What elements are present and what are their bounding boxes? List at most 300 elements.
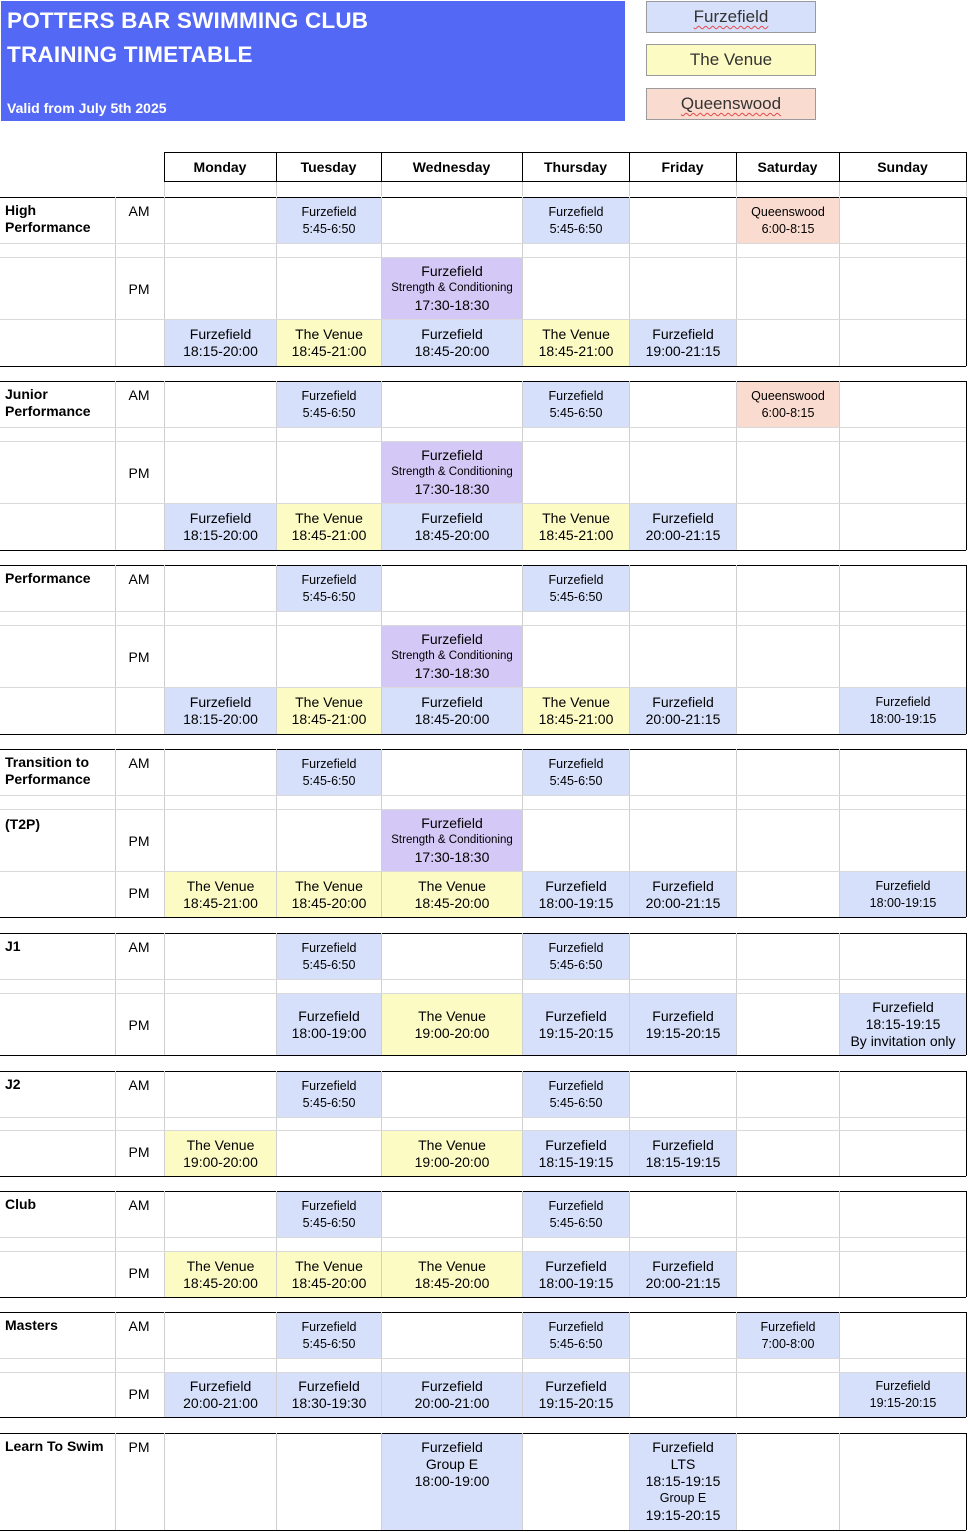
session-line: LTS — [670, 1456, 696, 1472]
session-cell — [165, 872, 276, 917]
valid-from: Valid from July 5th 2025 — [7, 100, 167, 116]
session-cell — [382, 504, 522, 550]
session-cell — [277, 872, 381, 917]
session-line: The Venue — [418, 1007, 486, 1024]
session-line: The Venue — [295, 1257, 363, 1274]
session-cell — [277, 504, 381, 550]
session-cell — [277, 566, 381, 611]
group-top-border — [0, 933, 966, 934]
session-cell — [523, 1313, 629, 1358]
group-right-border — [966, 381, 967, 550]
club-name: POTTERS BAR SWIMMING CLUB — [7, 8, 369, 33]
day-header-thursday: Thursday — [543, 159, 607, 175]
spacer-divider — [839, 182, 840, 196]
session-cell — [630, 994, 736, 1055]
session-line: 5:45-6:50 — [302, 221, 356, 236]
legend-venue-label: The Venue — [689, 50, 773, 69]
session-line: The Venue — [542, 510, 610, 526]
session-line: Furzefield — [421, 1378, 483, 1394]
day-divider — [839, 381, 840, 550]
legend-furzefield-label: Furzefield — [693, 7, 769, 26]
session-line: 18:45-21:00 — [538, 343, 614, 359]
session-line: Furzefield — [301, 388, 357, 403]
session-line: 18:45-21:00 — [183, 894, 258, 911]
session-line: Furzefield — [301, 1078, 357, 1093]
session-line: Furzefield — [301, 572, 357, 587]
group-bottom-border — [0, 366, 966, 367]
day-divider — [736, 1071, 737, 1176]
session-line: Furzefield — [421, 1439, 483, 1455]
period-label: AM — [128, 387, 150, 403]
session-line: Furzefield — [875, 1379, 931, 1393]
session-line: Group E — [425, 1456, 479, 1472]
session-line: 5:45-6:50 — [549, 957, 603, 972]
session-line: 20:00-21:15 — [645, 527, 721, 543]
day-divider — [839, 1191, 840, 1297]
row-divider — [0, 979, 966, 980]
session-line: Furzefield — [421, 815, 483, 831]
session-cell — [840, 994, 966, 1055]
session-line: Furzefield — [652, 510, 714, 526]
group-right-border — [966, 933, 967, 1055]
session-cell — [630, 320, 736, 366]
session-line: 18:00-19:15 — [538, 894, 614, 911]
session-cell — [523, 934, 629, 979]
session-line: Furzefield — [189, 510, 252, 526]
session-cell — [523, 504, 629, 550]
session-line: Furzefield — [421, 694, 483, 710]
session-line: Strength & Conditioning — [391, 282, 513, 294]
session-line: 7:00-8:00 — [761, 1336, 815, 1351]
session-cell — [277, 994, 381, 1055]
session-line: Furzefield — [301, 204, 357, 219]
session-cell — [630, 1252, 736, 1297]
period-label: PM — [128, 1265, 150, 1281]
group-top-border — [0, 749, 966, 750]
row-divider — [0, 1358, 966, 1359]
session-line: Furzefield — [545, 1007, 607, 1024]
day-divider — [276, 1433, 277, 1530]
day-header-wednesday: Wednesday — [412, 159, 491, 175]
day-header-tuesday: Tuesday — [300, 159, 357, 175]
session-cell — [277, 1072, 381, 1117]
session-line: Furzefield — [545, 1136, 607, 1153]
session-line: 19:00-20:00 — [414, 1153, 490, 1170]
session-cell — [277, 934, 381, 979]
day-divider — [839, 1071, 840, 1176]
group-bottom-border — [0, 1055, 966, 1056]
group-bottom-border — [0, 1417, 966, 1418]
session-line: Furzefield — [421, 510, 483, 526]
row-divider — [0, 243, 966, 244]
group-name-high-performance: High Performance — [5, 202, 91, 235]
session-cell — [737, 198, 839, 243]
row-divider — [0, 1237, 966, 1238]
period-label: PM — [128, 833, 150, 849]
session-cell — [523, 994, 629, 1055]
session-line: 5:45-6:50 — [302, 773, 356, 788]
day-divider — [736, 1433, 737, 1530]
session-line: 18:00-19:00 — [291, 1024, 367, 1041]
session-cell — [382, 1252, 522, 1297]
session-cell — [277, 1192, 381, 1237]
session-line: 5:45-6:50 — [302, 957, 356, 972]
session-line: 18:15-20:00 — [183, 711, 258, 727]
session-line: The Venue — [186, 1136, 255, 1153]
session-line: Furzefield — [652, 1439, 714, 1455]
group-top-border — [0, 1071, 966, 1072]
header-bottom-border — [164, 181, 966, 182]
session-cell — [523, 1252, 629, 1297]
session-cell — [382, 258, 522, 319]
period-label: PM — [128, 649, 150, 665]
session-line: Furzefield — [189, 694, 252, 710]
session-cell — [382, 994, 522, 1055]
session-line: Furzefield — [298, 1378, 360, 1394]
session-cell — [382, 626, 522, 687]
session-cell — [277, 1313, 381, 1358]
group-right-border — [966, 1433, 967, 1530]
day-header-friday: Friday — [661, 159, 704, 175]
session-line: The Venue — [418, 877, 486, 894]
period-label: AM — [128, 203, 150, 219]
group-top-border — [0, 1191, 966, 1192]
session-cell — [840, 872, 966, 917]
session-line: 18:15-20:00 — [183, 527, 258, 543]
period-label: AM — [128, 1077, 150, 1093]
session-cell — [277, 320, 381, 366]
session-cell — [523, 1072, 629, 1117]
session-line: Furzefield — [652, 694, 714, 710]
day-header-saturday: Saturday — [757, 159, 818, 175]
group-name-masters: Masters — [5, 1317, 58, 1333]
session-cell — [382, 810, 522, 871]
session-line: Furzefield — [301, 1198, 357, 1213]
header-column-divider — [966, 152, 967, 182]
period-label: AM — [128, 755, 150, 771]
period-label: PM — [128, 885, 150, 901]
session-line: Furzefield — [652, 877, 714, 894]
session-line: Furzefield — [548, 572, 604, 587]
day-divider — [736, 749, 737, 917]
session-line: 18:45-21:00 — [291, 343, 367, 359]
period-label: AM — [128, 571, 150, 587]
session-line: Group E — [659, 1491, 707, 1505]
session-line: 18:15-19:15 — [538, 1153, 614, 1170]
session-cell — [630, 1131, 736, 1176]
spacer-divider — [736, 182, 737, 196]
session-line: Furzefield — [875, 695, 931, 709]
day-divider — [736, 933, 737, 1055]
session-cell — [737, 1313, 839, 1358]
session-cell — [277, 1373, 381, 1417]
day-divider — [736, 565, 737, 734]
session-line: 19:00-20:00 — [183, 1153, 258, 1170]
session-line: Queenswood — [751, 388, 825, 403]
session-cell — [523, 382, 629, 427]
session-line: The Venue — [295, 877, 363, 894]
period-label: PM — [128, 1017, 150, 1033]
session-cell — [523, 198, 629, 243]
session-cell — [165, 504, 276, 550]
session-cell — [523, 750, 629, 795]
row-divider — [0, 427, 966, 428]
session-cell — [523, 320, 629, 366]
session-cell — [737, 382, 839, 427]
row-divider — [0, 611, 966, 612]
session-line: Furzefield — [652, 1257, 714, 1274]
day-divider — [736, 1191, 737, 1297]
session-cell — [382, 688, 522, 734]
session-line: Furzefield — [301, 1319, 357, 1334]
session-line: The Venue — [186, 1257, 255, 1274]
session-cell — [165, 1252, 276, 1297]
session-line: 18:45-20:00 — [291, 894, 367, 911]
spacer-divider — [522, 182, 523, 196]
session-line: The Venue — [295, 510, 363, 526]
session-line: Furzefield — [548, 940, 604, 955]
session-cell — [277, 198, 381, 243]
session-line: 17:30-18:30 — [414, 297, 490, 313]
session-line: 19:00-21:15 — [645, 343, 721, 359]
session-line: Furzefield — [548, 1198, 604, 1213]
period-label: PM — [128, 1144, 150, 1160]
period-label: AM — [128, 1318, 150, 1334]
session-cell — [165, 320, 276, 366]
session-line: 18:15-20:00 — [183, 343, 258, 359]
group-name-learn-to-swim: Learn To Swim — [5, 1438, 104, 1454]
session-line: By invitation only — [850, 1033, 956, 1049]
day-divider — [629, 1312, 630, 1417]
group-name-j2: J2 — [5, 1076, 21, 1092]
session-line: The Venue — [295, 326, 363, 342]
day-header-sunday: Sunday — [877, 159, 928, 175]
session-line: 17:30-18:30 — [414, 665, 490, 681]
spacer-divider — [276, 182, 277, 196]
session-line: Furzefield — [189, 1378, 252, 1394]
period-label: AM — [128, 939, 150, 955]
session-line: 5:45-6:50 — [302, 405, 356, 420]
group-bottom-border — [0, 550, 966, 551]
session-line: Furzefield — [189, 326, 252, 342]
day-divider — [164, 1433, 165, 1530]
session-line: Furzefield — [301, 756, 357, 771]
session-line: 18:45-21:00 — [291, 711, 367, 727]
day-divider — [522, 1433, 523, 1530]
session-line: 20:00-21:15 — [645, 894, 721, 911]
group-name-performance: Performance — [5, 570, 91, 586]
session-cell — [382, 1434, 522, 1530]
session-cell — [523, 1373, 629, 1417]
session-cell — [840, 1373, 966, 1417]
day-header-monday: Monday — [193, 159, 247, 175]
session-cell — [277, 688, 381, 734]
session-line: Furzefield — [421, 326, 483, 342]
session-line: Furzefield — [421, 631, 483, 647]
session-line: 5:45-6:50 — [549, 1336, 603, 1351]
session-line: 19:15-20:15 — [538, 1395, 614, 1411]
session-line: Furzefield — [548, 756, 604, 771]
group-right-border — [966, 565, 967, 734]
spacer-divider — [164, 182, 165, 196]
session-line: 19:00-20:00 — [414, 1024, 490, 1041]
session-line: Furzefield — [872, 999, 934, 1015]
session-cell — [382, 320, 522, 366]
session-line: 18:30-19:30 — [291, 1395, 367, 1411]
session-cell — [523, 688, 629, 734]
session-cell — [523, 1192, 629, 1237]
session-line: 6:00-8:15 — [761, 221, 815, 236]
group-name-club: Club — [5, 1196, 37, 1212]
group-right-border — [966, 1071, 967, 1176]
session-line: The Venue — [418, 1257, 486, 1274]
group-bottom-border — [0, 917, 966, 918]
session-line: 19:15-20:15 — [538, 1024, 614, 1041]
spacer-divider — [381, 182, 382, 196]
session-cell — [382, 1131, 522, 1176]
session-cell — [382, 1373, 522, 1417]
session-line: 18:15-19:15 — [645, 1153, 721, 1170]
session-line: Strength & Conditioning — [391, 466, 513, 478]
session-line: 18:45-20:00 — [183, 1274, 258, 1291]
session-line: Furzefield — [548, 388, 604, 403]
session-line: Furzefield — [548, 1319, 604, 1334]
session-line: Furzefield — [301, 940, 357, 955]
session-line: 17:30-18:30 — [414, 849, 490, 865]
spacer-divider — [629, 182, 630, 196]
session-line: 18:45-21:00 — [538, 527, 614, 543]
session-line: 18:00-19:15 — [869, 895, 937, 910]
session-line: 5:45-6:50 — [302, 1215, 356, 1230]
session-line: 19:15-20:15 — [645, 1507, 721, 1523]
day-divider — [839, 1433, 840, 1530]
period-label: PM — [128, 281, 150, 297]
session-line: The Venue — [418, 1136, 486, 1153]
period-label: PM — [128, 1439, 150, 1455]
session-line: Furzefield — [421, 263, 483, 279]
session-line: 5:45-6:50 — [549, 221, 603, 236]
session-line: Furzefield — [548, 204, 604, 219]
session-cell — [382, 872, 522, 917]
session-line: Furzefield — [760, 1319, 816, 1334]
session-line: 18:45-20:00 — [414, 711, 490, 727]
session-line: 19:15-20:15 — [869, 1396, 937, 1410]
session-line: 17:30-18:30 — [414, 481, 490, 497]
session-line: 5:45-6:50 — [302, 1095, 356, 1110]
session-line: Furzefield — [875, 878, 931, 893]
session-cell — [382, 442, 522, 503]
session-line: Queenswood — [751, 204, 825, 219]
session-line: Furzefield — [545, 877, 607, 894]
session-line: Furzefield — [421, 447, 483, 463]
group-right-border — [966, 1312, 967, 1417]
group-bottom-border — [0, 734, 966, 735]
session-line: 18:45-20:00 — [414, 527, 490, 543]
session-line: 5:45-6:50 — [549, 1095, 603, 1110]
session-line: 18:45-20:00 — [414, 1274, 490, 1291]
session-cell — [630, 1434, 736, 1530]
legend-queenswood-label: Queenswood — [680, 94, 782, 113]
session-line: 18:45-20:00 — [291, 1274, 367, 1291]
session-line: 5:45-6:50 — [549, 405, 603, 420]
session-cell — [630, 688, 736, 734]
session-line: 5:45-6:50 — [549, 773, 603, 788]
session-line: 20:00-21:15 — [645, 711, 721, 727]
group-bottom-border — [0, 1297, 966, 1298]
day-divider — [839, 197, 840, 366]
session-cell — [277, 382, 381, 427]
group-right-border — [966, 749, 967, 917]
session-cell — [165, 1131, 276, 1176]
session-cell — [523, 872, 629, 917]
session-cell — [630, 504, 736, 550]
session-line: 18:00-19:15 — [869, 712, 937, 726]
session-line: Furzefield — [652, 1136, 714, 1153]
period-label: AM — [128, 1197, 150, 1213]
spacer-divider — [966, 182, 967, 196]
session-line: Furzefield — [545, 1378, 607, 1394]
timetable-title: TRAINING TIMETABLE — [7, 42, 253, 67]
session-line: 5:45-6:50 — [302, 1336, 356, 1351]
session-cell — [165, 1373, 276, 1417]
session-cell — [630, 872, 736, 917]
session-cell — [277, 1252, 381, 1297]
session-line: 6:00-8:15 — [761, 405, 815, 420]
period-label: PM — [128, 465, 150, 481]
group-bottom-border — [0, 1530, 966, 1531]
session-line: 19:15-20:15 — [645, 1024, 721, 1041]
session-line: Furzefield — [652, 1007, 714, 1024]
session-cell — [165, 688, 276, 734]
session-line: 18:45-20:00 — [414, 894, 490, 911]
session-line: 20:00-21:15 — [645, 1274, 721, 1291]
group-name-transition-to-performance: Transition to Performance — [5, 754, 91, 787]
session-line: The Venue — [542, 694, 610, 710]
group-name-j1: J1 — [5, 938, 21, 954]
session-cell — [840, 688, 966, 734]
session-line: Furzefield — [652, 326, 714, 342]
session-cell — [523, 1131, 629, 1176]
session-line: 18:00-19:15 — [538, 1274, 614, 1291]
session-line: 18:15-19:15 — [865, 1016, 941, 1032]
day-divider — [164, 933, 165, 1055]
session-line: The Venue — [542, 326, 610, 342]
period-label: PM — [128, 1386, 150, 1402]
session-line: Strength & Conditioning — [391, 834, 513, 846]
session-cell — [523, 566, 629, 611]
group-right-border — [966, 197, 967, 366]
session-line: The Venue — [186, 877, 255, 894]
group-top-border — [0, 565, 966, 566]
session-line: 18:45-20:00 — [414, 343, 490, 359]
session-line: 18:15-19:15 — [645, 1473, 721, 1489]
session-line: Strength & Conditioning — [391, 650, 513, 662]
group-bottom-border — [0, 1176, 966, 1177]
session-line: 18:00-19:00 — [414, 1473, 490, 1489]
session-line: 20:00-21:00 — [414, 1395, 490, 1411]
row-divider — [0, 1117, 966, 1118]
group-name-junior-performance: Junior Performance — [5, 386, 91, 419]
session-line: The Venue — [295, 694, 363, 710]
session-line: Furzefield — [545, 1257, 607, 1274]
group-right-border — [966, 1191, 967, 1297]
session-line: 5:45-6:50 — [549, 1215, 603, 1230]
session-line: Furzefield — [298, 1007, 360, 1024]
session-line: 18:45-21:00 — [538, 711, 614, 727]
session-line: 18:45-21:00 — [291, 527, 367, 543]
session-line: 20:00-21:00 — [183, 1395, 258, 1411]
session-line: 5:45-6:50 — [302, 589, 356, 604]
